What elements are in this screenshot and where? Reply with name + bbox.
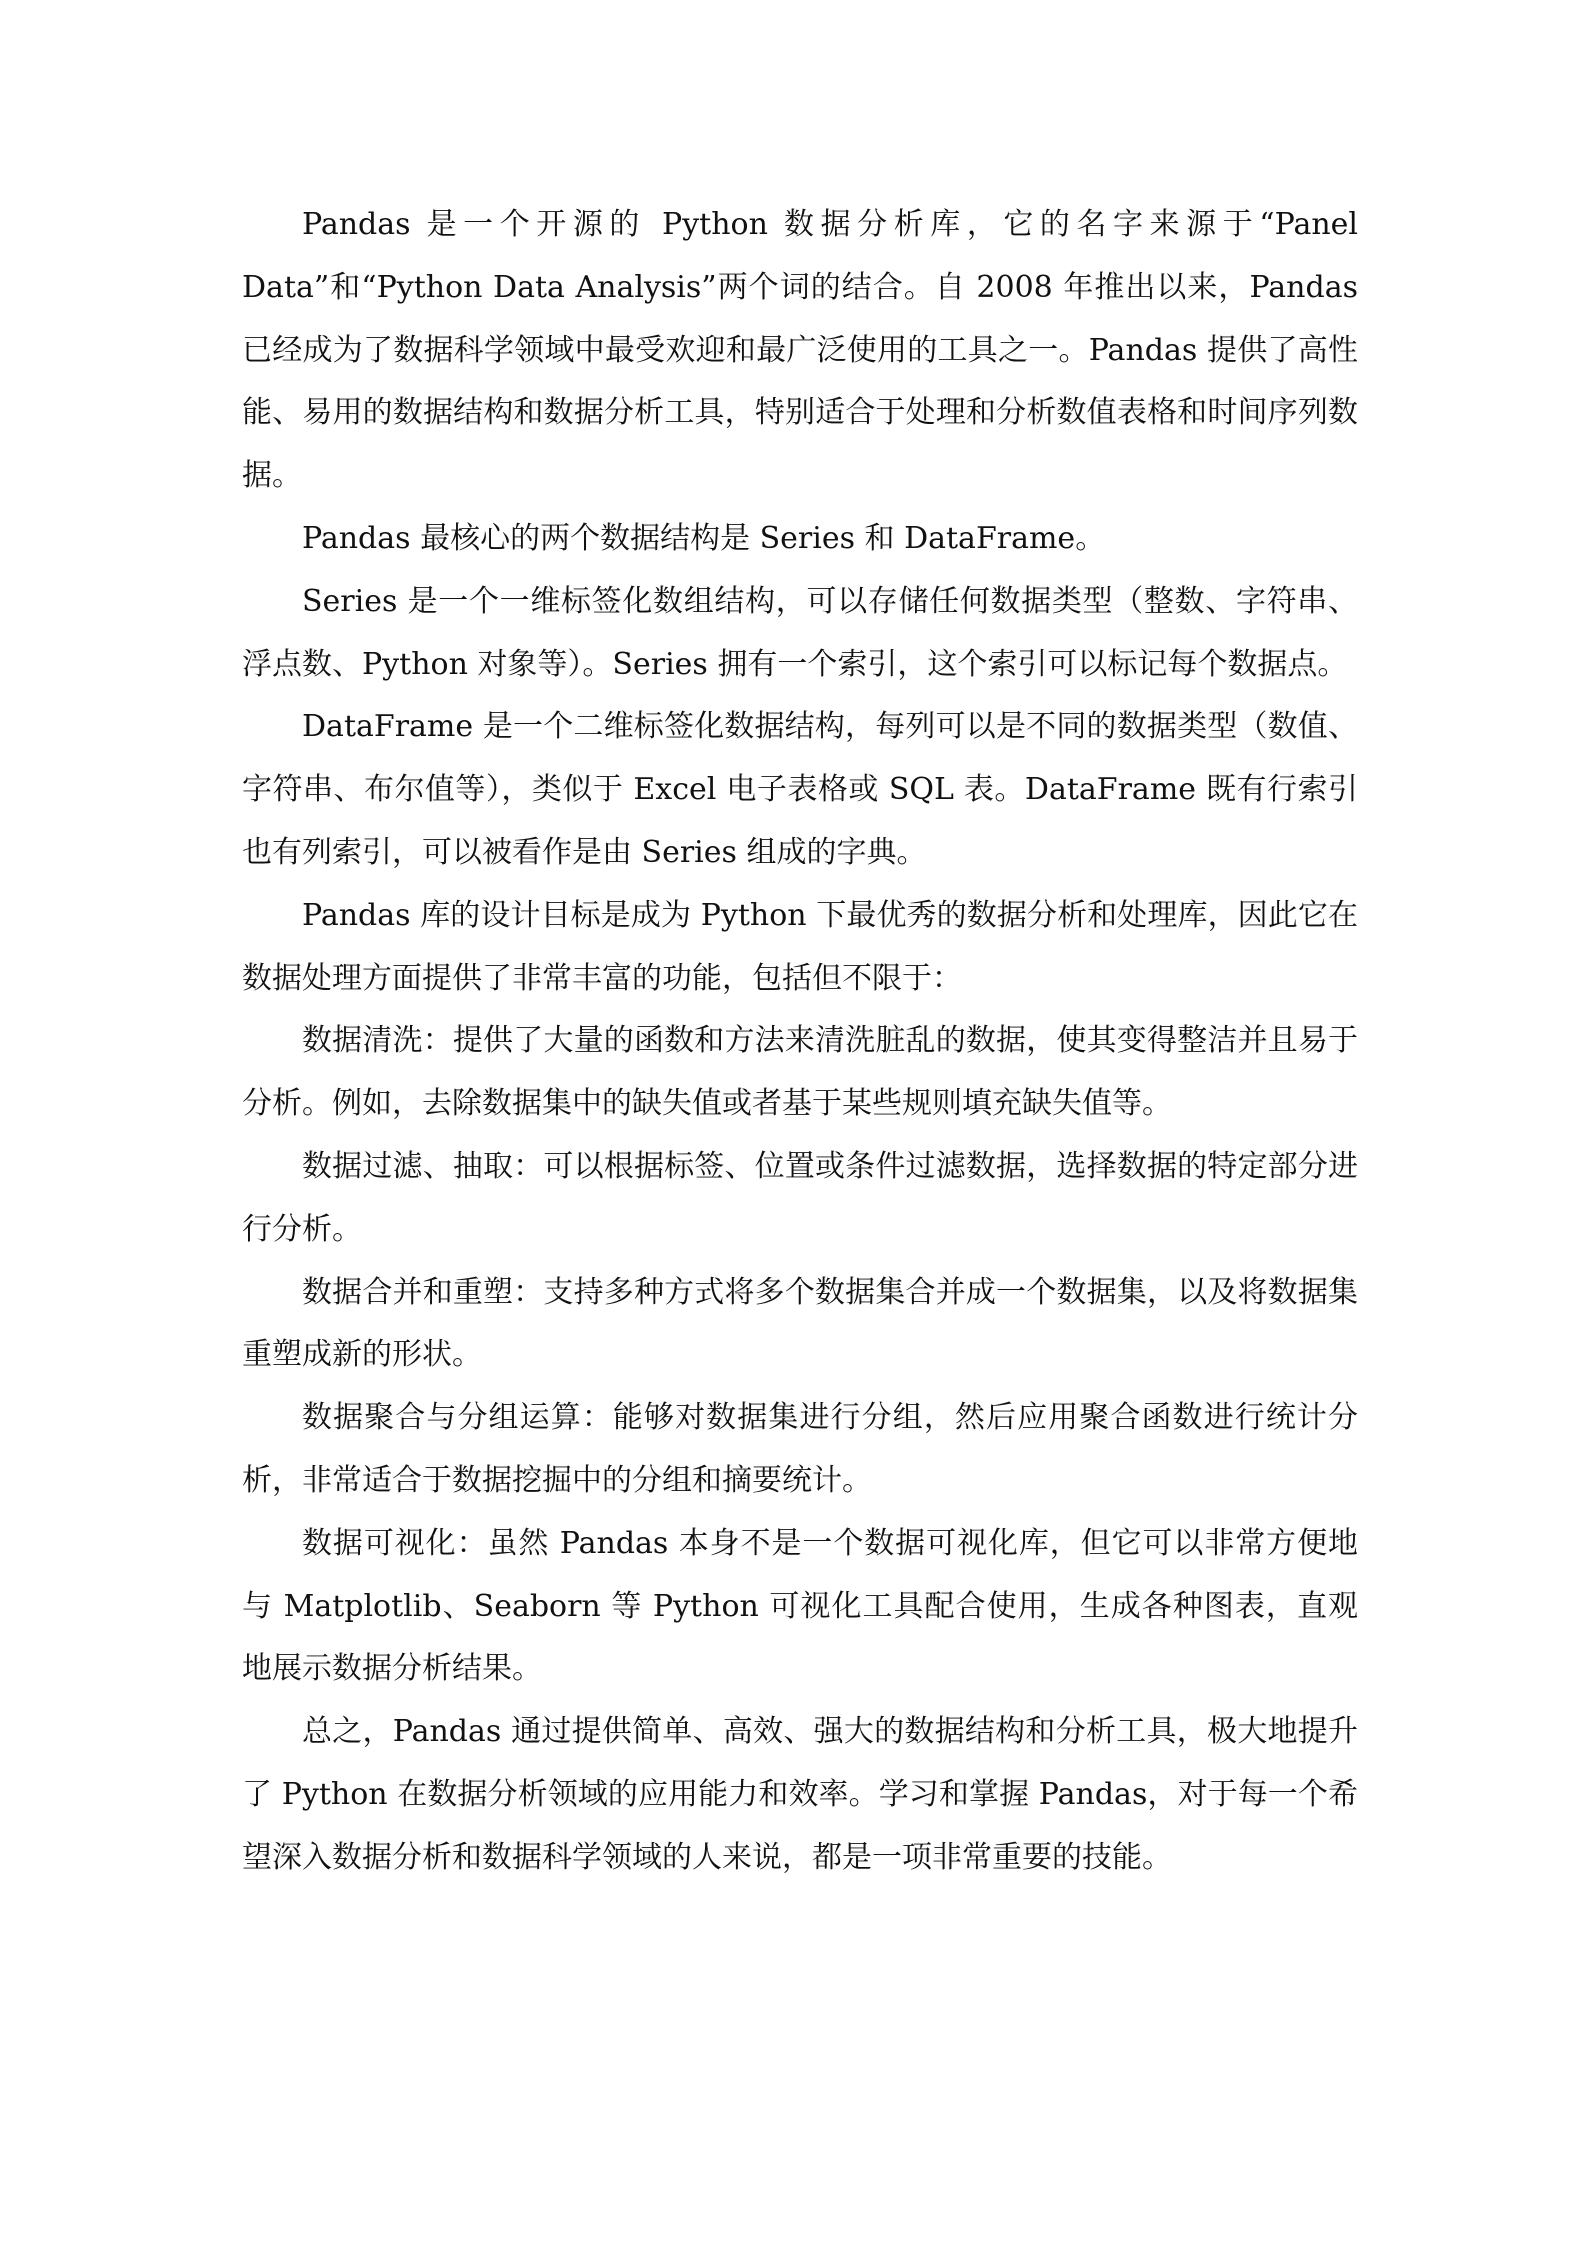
paragraph-conclusion: 总之，Pandas 通过提供简单、高效、强大的数据结构和分析工具，极大地提升了 Python 在数据分析领域的应用能力和效率。学习和掌握 Pandas，对于每一个希望深入数据分析和数据科学领域的人来说，都是一项非常重要的技能。	[242, 1714, 1358, 1875]
document-body	[242, 194, 1358, 1890]
paragraph-series: Series 是一个一维标签化数组结构，可以存储任何数据类型（整数、字符串、浮点数、Python 对象等）。Series 拥有一个索引，这个索引可以标记每个数据点。	[242, 583, 1358, 682]
paragraph-data-aggregation: 数据聚合与分组运算：能够对数据集进行分组，然后应用聚合函数进行统计分析，非常适合于数据挖掘中的分组和摘要统计。	[242, 1400, 1358, 1498]
paragraph-data-visualization: 数据可视化：虽然 Pandas 本身不是一个数据可视化库，但它可以非常方便地与 Matplotlib、Seaborn 等 Python 可视化工具配合使用，生成各种图表，直观地展示数据分析结果。	[242, 1525, 1358, 1687]
paragraph-design-goal: Pandas 库的设计目标是成为 Python 下最优秀的数据分析和处理库，因此它在数据处理方面提供了非常丰富的功能，包括但不限于：	[242, 897, 1358, 996]
paragraph-dataframe: DataFrame 是一个二维标签化数据结构，每列可以是不同的数据类型（数值、字符串、布尔值等），类似于 Excel 电子表格或 SQL 表。DataFrame 既有行索引也有列索引，可以被看作是由 Series 组成的字典。	[242, 709, 1358, 870]
paragraph-core-structures: Pandas 最核心的两个数据结构是 Series 和 DataFrame。	[302, 520, 1106, 556]
paragraph-data-merging: 数据合并和重塑：支持多种方式将多个数据集合并成一个数据集，以及将数据集重塑成新的形状。	[242, 1274, 1358, 1373]
paragraph-intro: Pandas 是一个开源的 Python 数据分析库，它的名字来源于“Panel Data”和“Python Data Analysis”两个词的结合。自 2008 年推出以来，Pandas 已经成为了数据科学领域中最受欢迎和最广泛使用的工具之一。Pandas 提供了高性能、易用的数据结构和数据分析工具，特别适合于处理和分析数值表格和时间序列数据。	[242, 207, 1358, 494]
paragraph-data-filtering: 数据过滤、抽取：可以根据标签、位置或条件过滤数据，选择数据的特定部分进行分析。	[242, 1148, 1358, 1247]
paragraph-data-cleaning: 数据清洗：提供了大量的函数和方法来清洗脏乱的数据，使其变得整洁并且易于分析。例如，去除数据集中的缺失值或者基于某些规则填充缺失值等。	[242, 1023, 1358, 1122]
